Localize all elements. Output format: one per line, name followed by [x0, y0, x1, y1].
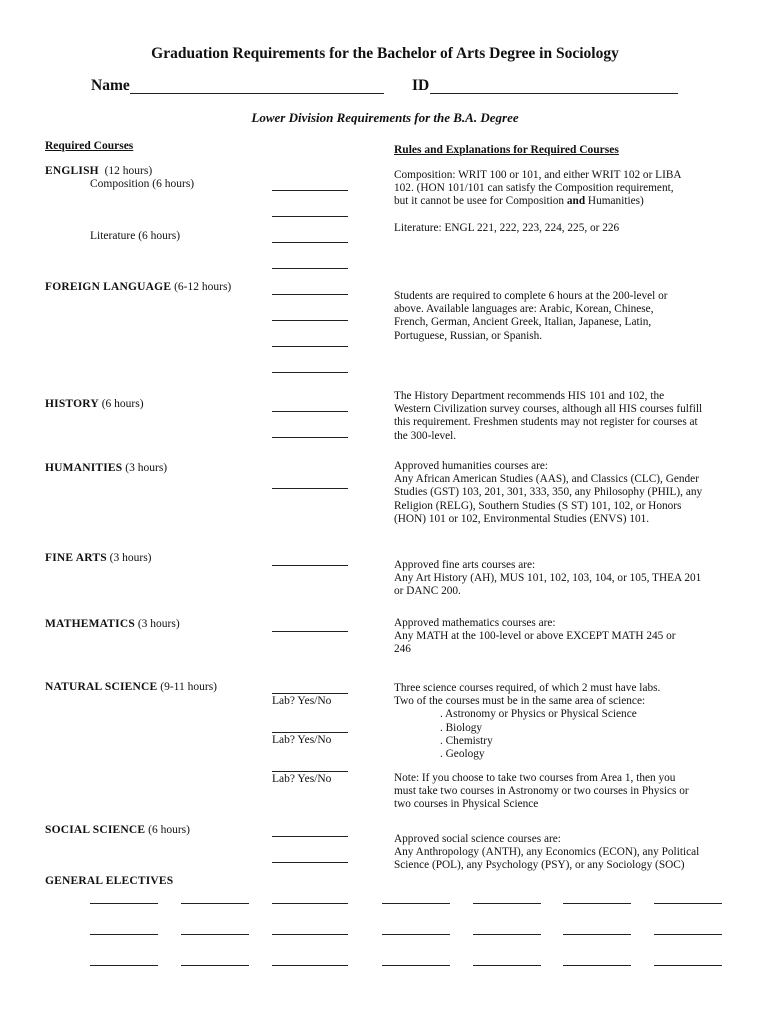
fine-arts-explanation: Approved fine arts courses are: Any Art History (AH), MUS 101, 102, 103, 104, or 105, THEA 201 or DANC 200.: [394, 559, 702, 598]
elective-blank[interactable]: [181, 965, 249, 966]
course-blank[interactable]: [272, 488, 348, 489]
natural-science-note: Note: If you choose to take two courses from Area 1, then you must take two courses in Astronomy or two courses in Physics or two courses in Physical Science: [394, 772, 689, 811]
literature-explanation: Literature: ENGL 221, 222, 223, 224, 225, or 226: [394, 222, 620, 234]
general-electives-heading: GENERAL ELECTIVES: [45, 875, 174, 887]
elective-blank[interactable]: [654, 903, 722, 904]
foreign-language-explanation: Students are required to complete 6 hours at the 200-level or above. Available languages are: Arabic, Korean, Chinese, French, German, Ancient Greek, Italian, Japanese, Latin, Portuguese, Russian, or Spanish.: [394, 290, 668, 342]
rules-header: Rules and Explanations for Required Courses: [394, 144, 619, 156]
course-blank[interactable]: [272, 771, 348, 772]
science-area-item: . Astronomy or Physics or Physical Science: [440, 708, 637, 721]
elective-blank[interactable]: [654, 934, 722, 935]
id-label: ID: [412, 77, 430, 94]
course-blank[interactable]: [272, 372, 348, 373]
elective-blank[interactable]: [90, 934, 158, 935]
course-blank[interactable]: [272, 732, 348, 733]
history-heading: HISTORY (6 hours): [45, 398, 144, 410]
social-science-explanation: Approved social science courses are: Any Anthropology (ANTH), any Economics (ECON), any Political Science (POL), any Psychology (PSY), or any Sociology (SOC): [394, 833, 700, 872]
name-field[interactable]: [130, 93, 384, 94]
humanities-heading: HUMANITIES (3 hours): [45, 462, 168, 474]
elective-blank[interactable]: [563, 903, 631, 904]
course-blank[interactable]: [272, 268, 348, 269]
social-science-heading: SOCIAL SCIENCE (6 hours): [45, 824, 190, 836]
natural-science-explanation: Three science courses required, of which 2 must have labs. Two of the courses must be in the same area of science: . Astronomy or Physics or Physical Science . Biology . Chemistry . Geology: [394, 682, 744, 761]
course-blank[interactable]: [272, 320, 348, 321]
elective-blank[interactable]: [272, 934, 348, 935]
lab-yes-no-label: Lab? Yes/No: [272, 695, 332, 707]
lab-yes-no-label: Lab? Yes/No: [272, 773, 332, 785]
elective-blank[interactable]: [473, 934, 541, 935]
history-explanation: The History Department recommends HIS 101 and 102, the Western Civilization survey courses, although all HIS courses fulfill this requirement. Freshmen students may not register for courses at the 300-level.: [394, 390, 703, 442]
elective-blank[interactable]: [181, 934, 249, 935]
course-blank[interactable]: [272, 411, 348, 412]
course-blank[interactable]: [272, 190, 348, 191]
course-blank[interactable]: [272, 565, 348, 566]
literature-label: Literature (6 hours): [90, 230, 181, 242]
elective-blank[interactable]: [382, 965, 450, 966]
science-area-item: . Biology: [440, 721, 483, 734]
section-subtitle: Lower Division Requirements for the B.A. Degree: [251, 110, 519, 125]
humanities-explanation: Approved humanities courses are: Any African American Studies (AAS), and Classics (CLC), Gender Studies (GST) 103, 201, 301, 333, 350, any Philosophy (PHIL), any Religion (RELG), Southern Studies (S ST) 101, 102, or Honors (HON) 101 or 102, Environmental Studies (ENVS) 101.: [394, 460, 703, 525]
science-area-item: . Chemistry: [440, 734, 493, 747]
elective-blank[interactable]: [382, 903, 450, 904]
id-field[interactable]: [430, 93, 678, 94]
course-blank[interactable]: [272, 216, 348, 217]
required-courses-header: Required Courses: [45, 140, 134, 152]
elective-blank[interactable]: [90, 965, 158, 966]
course-blank[interactable]: [272, 693, 348, 694]
science-area-item: . Geology: [440, 748, 485, 761]
course-blank[interactable]: [272, 437, 348, 438]
english-heading: ENGLISH (12 hours): [45, 165, 153, 177]
course-blank[interactable]: [272, 294, 348, 295]
elective-blank[interactable]: [272, 965, 348, 966]
elective-blank[interactable]: [654, 965, 722, 966]
elective-blank[interactable]: [473, 965, 541, 966]
composition-label: Composition (6 hours): [90, 178, 195, 190]
elective-blank[interactable]: [563, 965, 631, 966]
foreign-language-heading: FOREIGN LANGUAGE (6-12 hours): [45, 281, 232, 293]
course-blank[interactable]: [272, 836, 348, 837]
elective-blank[interactable]: [90, 903, 158, 904]
natural-science-heading: NATURAL SCIENCE (9-11 hours): [45, 681, 218, 693]
mathematics-heading: MATHEMATICS (3 hours): [45, 618, 180, 630]
page-title: Graduation Requirements for the Bachelor of Arts Degree in Sociology: [151, 45, 619, 62]
elective-blank[interactable]: [563, 934, 631, 935]
course-blank[interactable]: [272, 862, 348, 863]
lab-yes-no-label: Lab? Yes/No: [272, 734, 332, 746]
elective-blank[interactable]: [181, 903, 249, 904]
mathematics-explanation: Approved mathematics courses are: Any MATH at the 100-level or above EXCEPT MATH 245 or 246: [394, 617, 676, 656]
course-blank[interactable]: [272, 346, 348, 347]
course-blank[interactable]: [272, 242, 348, 243]
elective-blank[interactable]: [272, 903, 348, 904]
elective-blank[interactable]: [473, 903, 541, 904]
elective-blank[interactable]: [382, 934, 450, 935]
name-label: Name: [91, 77, 130, 94]
course-blank[interactable]: [272, 631, 348, 632]
composition-explanation: Composition: WRIT 100 or 101, and either WRIT 102 or LIBA 102. (HON 101/101 can satisfy the Composition requirement, but it cannot be usee for Composition and Humanities): [394, 169, 682, 208]
fine-arts-heading: FINE ARTS (3 hours): [45, 552, 152, 564]
